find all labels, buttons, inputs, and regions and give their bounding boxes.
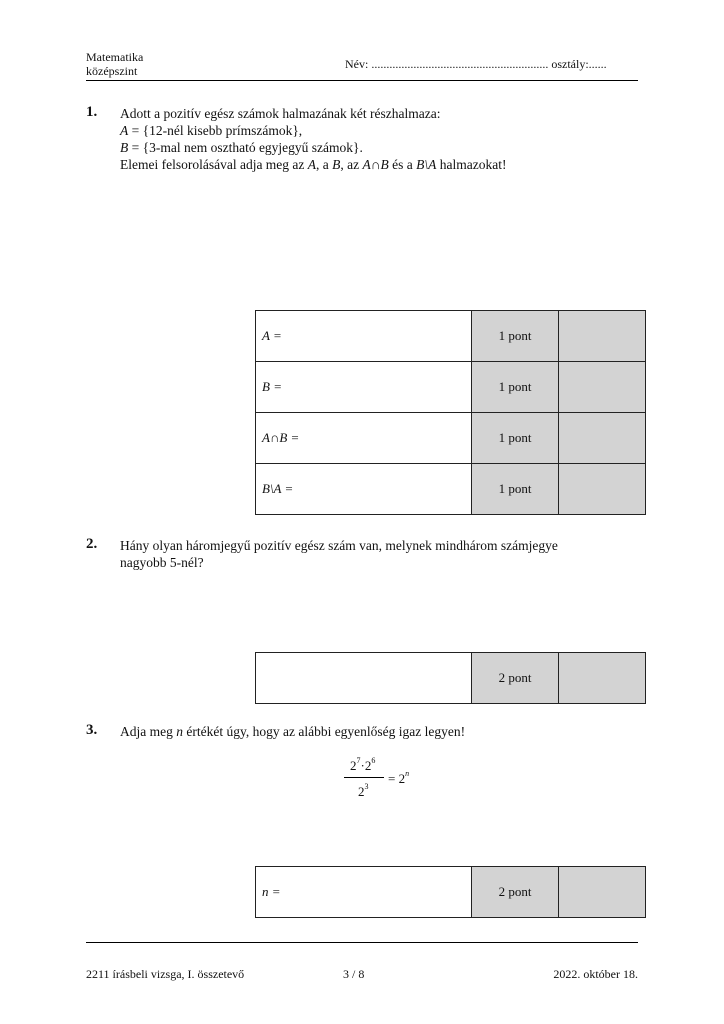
- q1-instruction-difference: B\A: [416, 157, 437, 172]
- points-label: 2 pont: [472, 653, 559, 704]
- q1-answer-row-intersection: [256, 413, 646, 464]
- formula-denominator: [358, 782, 369, 800]
- q1-line-1: Adott a pozitív egész számok halmazának két részhalmaza:: [120, 106, 441, 121]
- q2-line-2: nagyobb 5-nél?: [120, 555, 204, 570]
- footer-page-number: 3 / 8: [343, 967, 365, 981]
- set-b-definition: = {3-mal nem osztható egyjegyű számok}.: [128, 140, 363, 155]
- q1-answer-table: [255, 310, 646, 515]
- set-a-definition: = {12-nél kisebb prímszámok},: [128, 123, 303, 138]
- points-label: 1 pont: [472, 311, 559, 362]
- footer-date: 2022. október 18.: [553, 967, 638, 981]
- footer-exam-info: 2211 írásbeli vizsga, I. összetevő: [86, 967, 245, 981]
- q3-answer-table: [255, 866, 646, 918]
- answer-field-a[interactable]: [256, 311, 472, 362]
- subject-level: középszint: [86, 64, 138, 78]
- fraction-bar: [344, 777, 384, 778]
- q1-line-4: [120, 156, 630, 173]
- q1-instruction-part: halmazokat!: [436, 157, 507, 172]
- q3-answer-row: [256, 867, 646, 918]
- q1-answer-row-a: [256, 311, 646, 362]
- multiply-dot: ·: [360, 758, 365, 773]
- q2-line-1: Hány olyan háromjegyű pozitív egész szám van, melynek mindhárom számjegye: [120, 538, 558, 553]
- points-label: 1 pont: [472, 464, 559, 515]
- q1-line-2: [120, 122, 630, 139]
- num-base-1: 2: [350, 758, 357, 773]
- question-1-number: 1.: [86, 104, 98, 120]
- answer-label-n: n =: [262, 884, 281, 899]
- q1-instruction-part: , az: [340, 157, 363, 172]
- q1-answer-row-b: [256, 362, 646, 413]
- den-base: 2: [358, 784, 365, 799]
- formula-rhs: [388, 769, 409, 787]
- q3-text-part: értékét úgy, hogy az alábbi egyenlőség igaz legyen!: [183, 724, 466, 739]
- points-label: 2 pont: [472, 867, 559, 918]
- answer-field-n[interactable]: [256, 867, 472, 918]
- question-1-text: [120, 105, 630, 173]
- score-box: [559, 653, 646, 704]
- answer-label-difference: B\A =: [262, 481, 294, 496]
- den-exp: 3: [364, 782, 369, 791]
- rhs-exp: n: [405, 769, 410, 778]
- q2-answer-row: [256, 653, 646, 704]
- answer-field-difference[interactable]: [256, 464, 472, 515]
- answer-field-q2[interactable]: [256, 653, 472, 704]
- score-box: [559, 311, 646, 362]
- points-label: 1 pont: [472, 362, 559, 413]
- subject-title: Matematika: [86, 50, 144, 64]
- score-box: [559, 867, 646, 918]
- question-3-number: 3.: [86, 722, 98, 738]
- name-class-field: Név: ........................................................... osztály:......: [345, 57, 607, 71]
- score-box: [559, 413, 646, 464]
- header-divider: [86, 80, 638, 81]
- set-a-symbol: A: [120, 123, 129, 138]
- q1-instruction-part: , a: [316, 157, 333, 172]
- q1-instruction-part: Elemei felsorolásával adja meg az: [120, 157, 308, 172]
- question-2-text: [120, 537, 638, 571]
- q1-line-3: [120, 139, 630, 156]
- num-exp-1: 7: [356, 756, 361, 765]
- answer-label-intersection: A∩B =: [262, 430, 300, 445]
- answer-field-intersection[interactable]: [256, 413, 472, 464]
- answer-label-a: A =: [262, 328, 282, 343]
- score-box: [559, 362, 646, 413]
- formula-numerator: [350, 756, 375, 774]
- q2-answer-table: [255, 652, 646, 704]
- footer-divider: [86, 942, 638, 943]
- q1-instruction-part: és a: [388, 157, 417, 172]
- question-2-number: 2.: [86, 536, 98, 552]
- rhs-base: = 2: [388, 771, 406, 786]
- q3-variable-n: n: [176, 724, 183, 739]
- num-exp-2: 6: [371, 756, 376, 765]
- set-b-symbol: B: [120, 140, 129, 155]
- answer-field-b[interactable]: [256, 362, 472, 413]
- q1-instruction-a: A: [307, 157, 317, 172]
- num-base-2: 2: [364, 758, 372, 773]
- q3-text-part: Adja meg: [120, 724, 177, 739]
- q1-instruction-b: B: [332, 157, 341, 172]
- score-box: [559, 464, 646, 515]
- q1-instruction-intersection: A∩B: [362, 157, 389, 172]
- q1-answer-row-difference: [256, 464, 646, 515]
- points-label: 1 pont: [472, 413, 559, 464]
- header-subject: [86, 50, 143, 78]
- question-3-text: [120, 723, 465, 740]
- answer-label-b: B =: [262, 379, 282, 394]
